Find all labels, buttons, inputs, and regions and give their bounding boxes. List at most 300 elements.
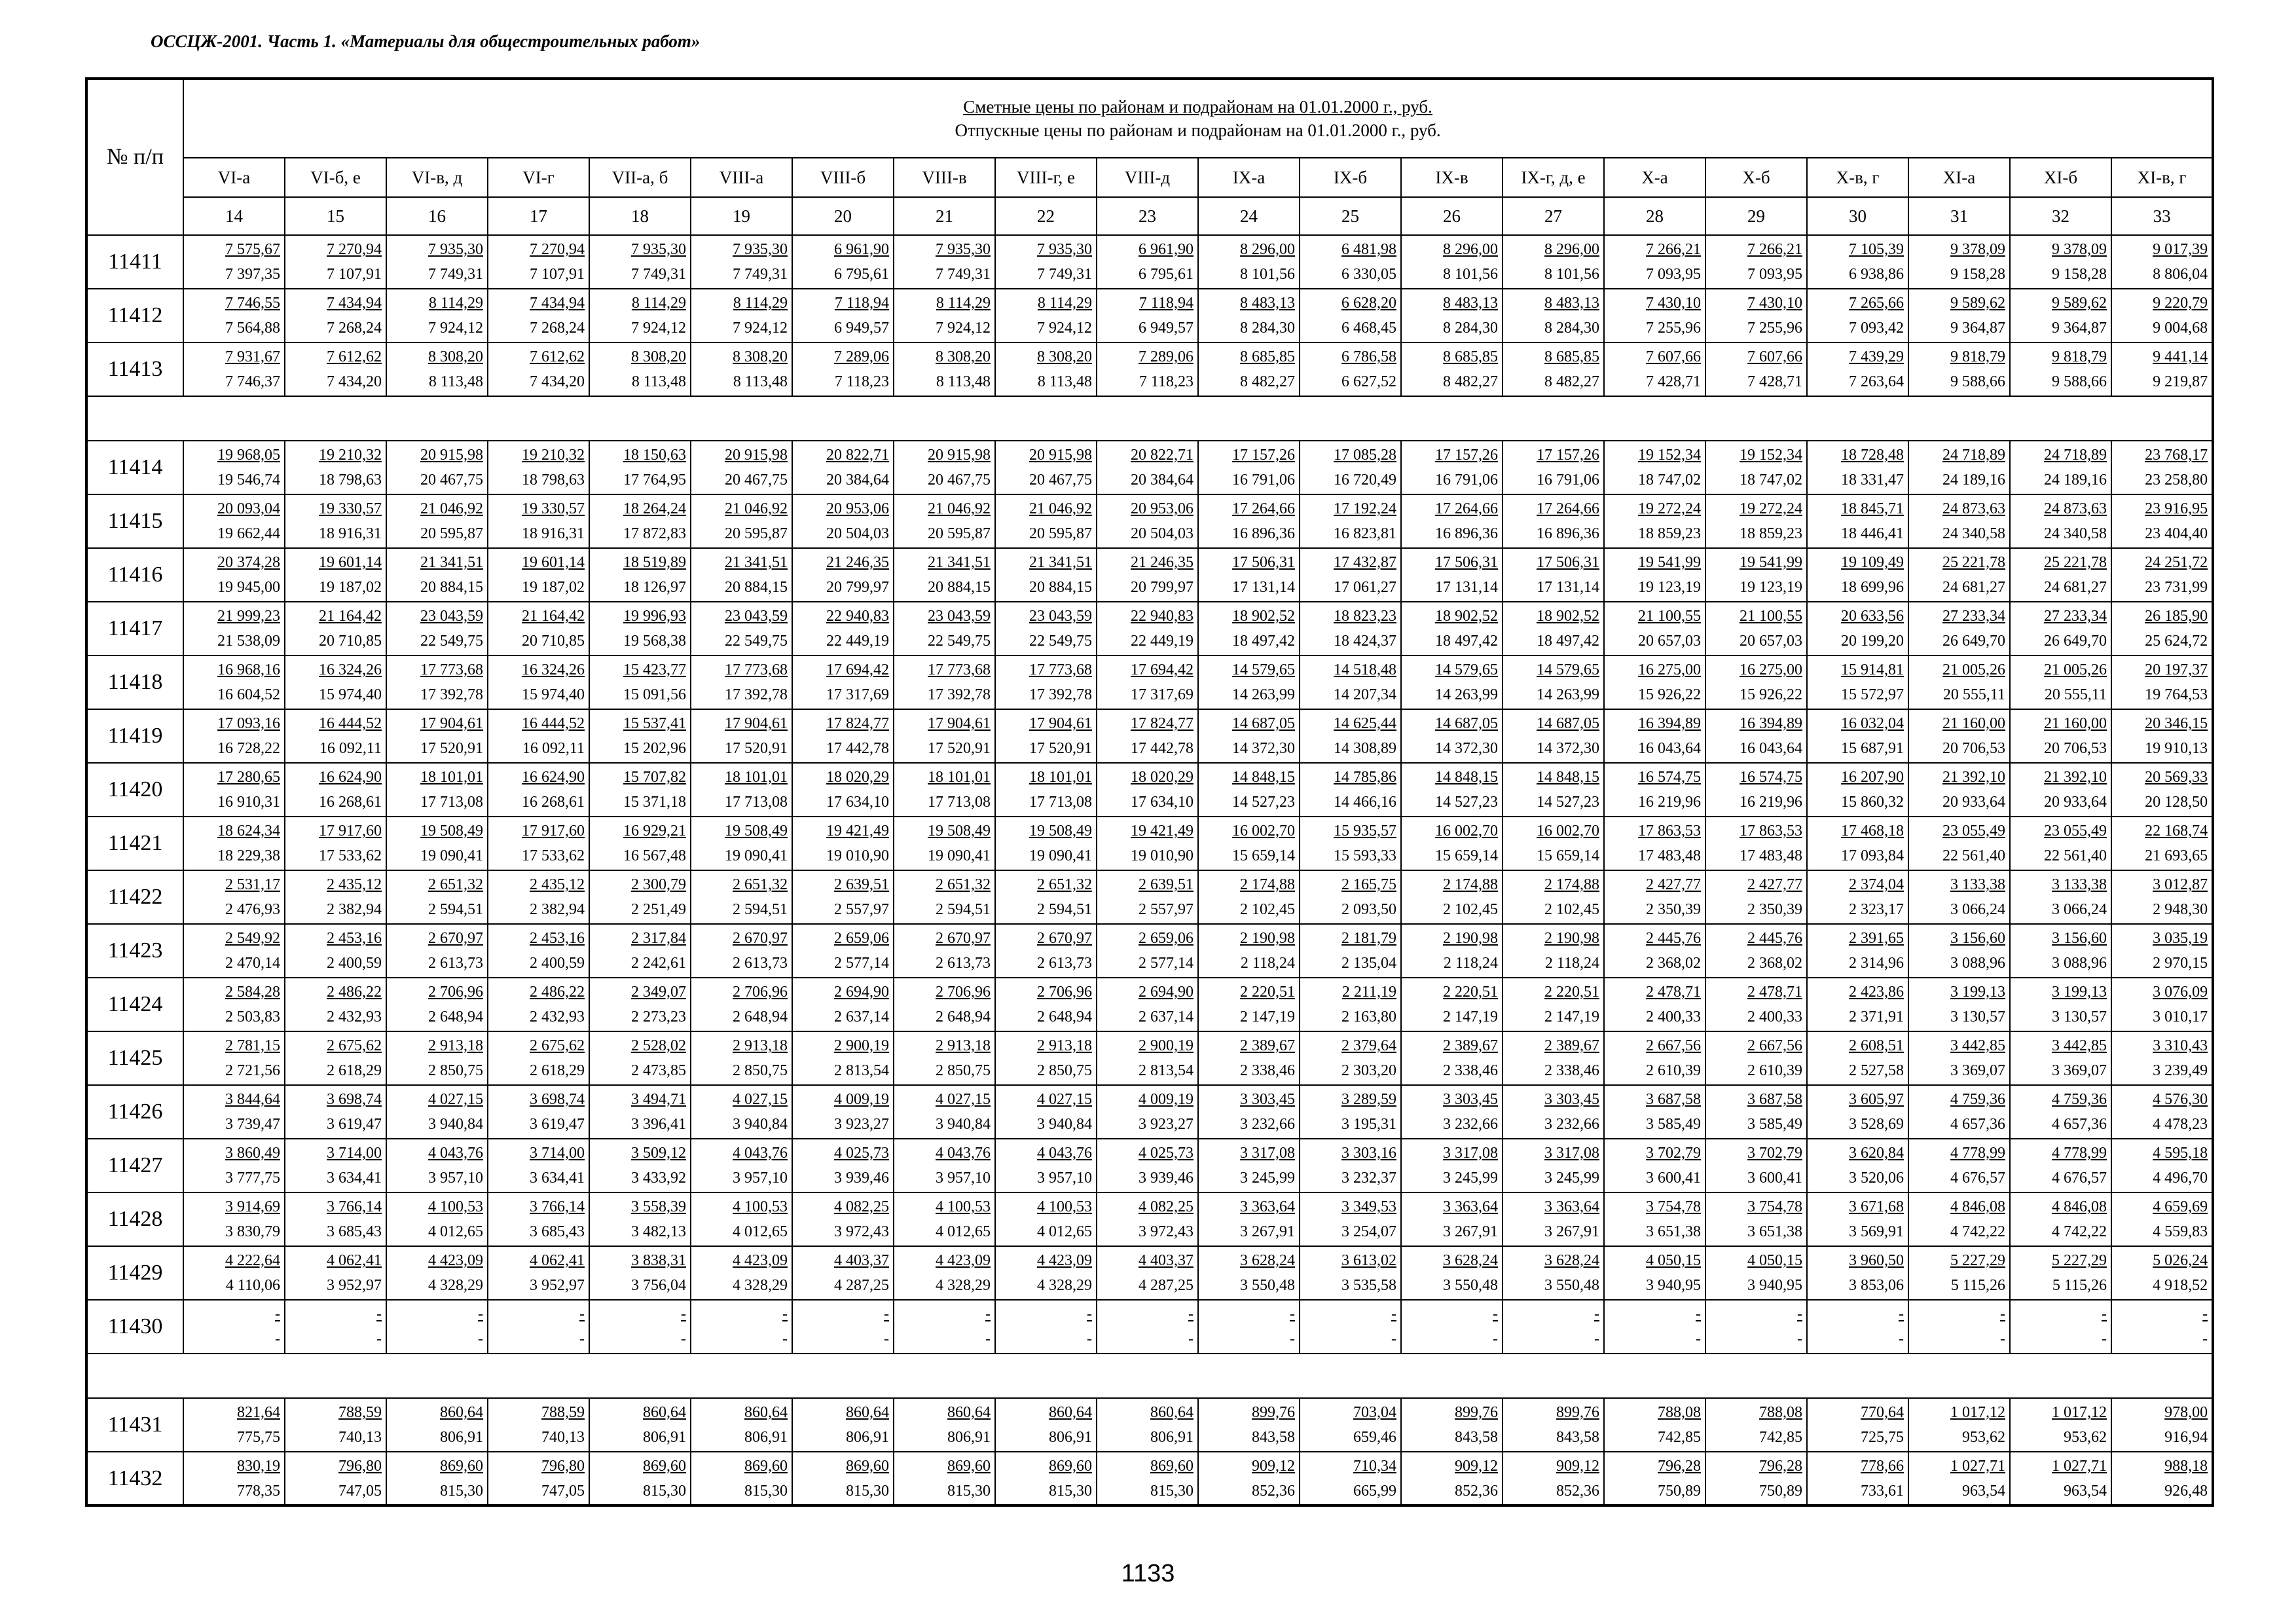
price-cell	[894, 1031, 995, 1085]
release-price: 8 284,30	[1240, 320, 1295, 337]
release-price: 25 624,72	[2145, 633, 2208, 650]
price-cell	[589, 978, 691, 1031]
price-cell	[183, 1192, 285, 1246]
price-cell	[386, 1031, 488, 1085]
estimate-price: 21 100,55	[1638, 608, 1701, 625]
estimate-price: 21 160,00	[2044, 715, 2107, 732]
release-price: 24 340,58	[2044, 525, 2107, 542]
estimate-price: 19 330,57	[522, 500, 585, 517]
estimate-price: 3 509,12	[631, 1145, 686, 1162]
price-cell	[1198, 548, 1300, 602]
estimate-price: 1 017,12	[1950, 1404, 2005, 1421]
release-price: 7 924,12	[1037, 320, 1092, 337]
release-price: 8 482,27	[1240, 373, 1295, 390]
release-price: 3 245,99	[1443, 1170, 1498, 1187]
price-cell	[386, 602, 488, 655]
estimate-price: 22 940,83	[826, 608, 889, 625]
estimate-price: 18 264,24	[623, 500, 686, 517]
price-cell	[894, 655, 995, 709]
estimate-price: 20 346,15	[2145, 715, 2208, 732]
release-price: 963,54	[2064, 1482, 2107, 1500]
price-cell	[1401, 441, 1503, 494]
price-cell	[488, 1398, 589, 1452]
price-cell	[386, 441, 488, 494]
estimate-price: 4 027,15	[1037, 1091, 1092, 1108]
estimate-price: 21 999,23	[217, 608, 280, 625]
price-cell	[792, 1246, 894, 1300]
estimate-price: 24 718,89	[1942, 447, 2005, 464]
price-cell	[691, 441, 792, 494]
price-cell	[589, 763, 691, 817]
estimate-price: 3 558,39	[631, 1198, 686, 1215]
estimate-price: 796,80	[541, 1457, 585, 1475]
estimate-price: 2 913,18	[1037, 1037, 1092, 1054]
price-cell	[285, 494, 386, 548]
release-price: 16 219,96	[1740, 794, 1802, 811]
estimate-price: 4 043,76	[733, 1145, 788, 1162]
price-cell	[488, 1031, 589, 1085]
estimate-price: 3 349,53	[1341, 1198, 1396, 1215]
release-price: 2 338,46	[1443, 1062, 1498, 1079]
price-cell	[1097, 548, 1198, 602]
estimate-price: 2 659,06	[1139, 930, 1194, 947]
column-number: 31	[1908, 197, 2010, 235]
price-cell	[183, 1031, 285, 1085]
release-price: 17 713,08	[928, 794, 991, 811]
release-price: 17 713,08	[420, 794, 483, 811]
price-cell	[1198, 763, 1300, 817]
price-cell	[1097, 763, 1198, 817]
price-cell	[1908, 342, 2010, 396]
price-cell	[995, 763, 1097, 817]
release-price: 7 093,42	[1849, 320, 1904, 337]
row-code: 11421	[86, 817, 183, 870]
estimate-price: 19 421,49	[826, 822, 889, 840]
price-cell	[894, 1139, 995, 1192]
release-price: 17 093,84	[1841, 847, 1904, 864]
estimate-price: 26 185,90	[2145, 608, 2208, 625]
estimate-price: 22 168,74	[2145, 822, 2208, 840]
estimate-price: 7 935,30	[428, 241, 483, 258]
estimate-price: 8 308,20	[733, 348, 788, 365]
price-cell	[2010, 289, 2111, 342]
table-row	[86, 289, 2213, 342]
release-price: 7 749,31	[936, 266, 991, 283]
estimate-price: 2 190,98	[1443, 930, 1498, 947]
release-price: 2 368,02	[1747, 955, 1802, 972]
estimate-price: 8 308,20	[631, 348, 686, 365]
price-cell	[285, 870, 386, 924]
release-price: 9 004,68	[2153, 320, 2208, 337]
price-cell	[1705, 870, 1807, 924]
estimate-price: 2 900,19	[834, 1037, 889, 1054]
estimate-price: 21 392,10	[1942, 769, 2005, 786]
release-price: 2 613,73	[936, 955, 991, 972]
estimate-price: 3 671,68	[1849, 1198, 1904, 1215]
price-cell	[691, 1085, 792, 1139]
estimate-price: 9 378,09	[1950, 241, 2005, 258]
release-price: 2 135,04	[1341, 955, 1396, 972]
release-price: 2 368,02	[1646, 955, 1701, 972]
price-cell	[285, 1139, 386, 1192]
price-cell	[285, 978, 386, 1031]
price-cell	[1604, 924, 1705, 978]
estimate-price: 2 190,98	[1240, 930, 1295, 947]
estimate-price: 2 706,96	[733, 984, 788, 1001]
price-cell	[995, 655, 1097, 709]
release-price: 3 756,04	[631, 1277, 686, 1294]
release-price: 4 676,57	[1950, 1170, 2005, 1187]
release-price: 852,36	[1556, 1482, 1599, 1500]
region-column-header: VI-б, е	[285, 158, 386, 197]
price-cell	[1705, 289, 1807, 342]
estimate-price: 16 002,70	[1435, 822, 1498, 840]
price-cell	[183, 342, 285, 396]
price-cell	[1300, 441, 1401, 494]
price-cell	[894, 763, 995, 817]
estimate-price: 2 651,32	[733, 876, 788, 893]
release-price: 3 923,27	[1139, 1116, 1194, 1133]
estimate-price: 4 100,53	[936, 1198, 991, 1215]
release-price: 19 568,38	[623, 633, 686, 650]
release-price: 3 195,31	[1341, 1116, 1396, 1133]
release-price: 3 777,75	[225, 1170, 280, 1187]
release-price: 15 926,22	[1638, 686, 1701, 703]
estimate-price: 3 628,24	[1240, 1252, 1295, 1269]
price-cell	[589, 1398, 691, 1452]
estimate-price: 19 330,57	[319, 500, 382, 517]
release-price: 7 118,23	[1139, 373, 1194, 390]
estimate-price: 4 659,69	[2153, 1198, 2208, 1215]
price-cell	[1401, 342, 1503, 396]
price-cell	[1705, 1031, 1807, 1085]
estimate-price: 8 296,00	[1544, 241, 1599, 258]
table-row	[86, 978, 2213, 1031]
estimate-price: 2 639,51	[1139, 876, 1194, 893]
estimate-price: 16 444,52	[319, 715, 382, 732]
price-cell	[792, 1139, 894, 1192]
price-cell	[1503, 548, 1604, 602]
estimate-price: 18 902,52	[1232, 608, 1295, 625]
price-cell	[1705, 602, 1807, 655]
price-cell	[488, 1300, 589, 1354]
price-cell	[386, 817, 488, 870]
estimate-price: 2 913,18	[733, 1037, 788, 1054]
region-column-header: VIII-б	[792, 158, 894, 197]
estimate-price: 14 848,15	[1232, 769, 1295, 786]
price-cell	[1604, 1085, 1705, 1139]
release-price: 17 392,78	[1029, 686, 1092, 703]
estimate-price: 18 020,29	[826, 769, 889, 786]
price-cell	[1300, 817, 1401, 870]
estimate-price: 7 270,94	[530, 241, 585, 258]
row-code: 11430	[86, 1300, 183, 1354]
estimate-price: -	[1188, 1306, 1194, 1323]
estimate-price: 860,64	[1049, 1404, 1092, 1421]
price-cell	[691, 924, 792, 978]
price-cell	[183, 655, 285, 709]
price-cell	[1300, 342, 1401, 396]
price-cell	[488, 978, 589, 1031]
price-cell	[691, 817, 792, 870]
release-price: 3 585,49	[1646, 1116, 1701, 1133]
estimate-price: 6 786,58	[1341, 348, 1396, 365]
release-price: 659,46	[1353, 1429, 1396, 1446]
price-cell	[1300, 548, 1401, 602]
release-price: 3 232,66	[1443, 1116, 1498, 1133]
release-price: 4 918,52	[2153, 1277, 2208, 1294]
release-price: 17 442,78	[1131, 740, 1194, 757]
price-cell	[1604, 1246, 1705, 1300]
estimate-price: 14 579,65	[1232, 661, 1295, 678]
table-row	[86, 870, 2213, 924]
estimate-price: 7 434,94	[530, 295, 585, 312]
price-cell	[1604, 342, 1705, 396]
release-price: 3 396,41	[631, 1116, 686, 1133]
estimate-price: 20 953,06	[1131, 500, 1194, 517]
estimate-price: 2 549,92	[225, 930, 280, 947]
region-column-header: VI-а	[183, 158, 285, 197]
region-column-header: VIII-д	[1097, 158, 1198, 197]
price-cell	[386, 1192, 488, 1246]
estimate-price: 18 823,23	[1334, 608, 1396, 625]
price-cell	[894, 870, 995, 924]
release-price: 9 158,28	[2052, 266, 2107, 283]
release-price: 16 219,96	[1638, 794, 1701, 811]
estimate-price: 17 506,31	[1435, 554, 1498, 571]
estimate-price: 3 838,31	[631, 1252, 686, 1269]
release-price: 3 369,07	[1950, 1062, 2005, 1079]
release-price: 20 128,50	[2145, 794, 2208, 811]
release-price: 14 263,99	[1537, 686, 1599, 703]
release-price: 5 115,26	[2052, 1277, 2107, 1294]
estimate-price: 788,59	[338, 1404, 382, 1421]
price-cell	[1503, 342, 1604, 396]
price-cell	[1503, 441, 1604, 494]
release-price: 4 328,29	[428, 1277, 483, 1294]
price-cell	[2111, 1300, 2213, 1354]
price-cell	[995, 870, 1097, 924]
release-price: 4 012,65	[733, 1223, 788, 1240]
price-cell	[589, 817, 691, 870]
price-cell	[2010, 870, 2111, 924]
release-price: 3 267,91	[1240, 1223, 1295, 1240]
estimate-price: 3 303,45	[1240, 1091, 1295, 1108]
release-price: 2 613,73	[733, 955, 788, 972]
release-price: 22 549,75	[725, 633, 788, 650]
release-price: 23 731,99	[2145, 579, 2208, 596]
estimate-price: 21 046,92	[1029, 500, 1092, 517]
price-cell	[1908, 494, 2010, 548]
estimate-price: 2 900,19	[1139, 1037, 1194, 1054]
release-price: 24 189,16	[1942, 471, 2005, 489]
price-cell	[792, 655, 894, 709]
price-cell	[1097, 494, 1198, 548]
region-column-header: IX-а	[1198, 158, 1300, 197]
release-price: 20 933,64	[1942, 794, 2005, 811]
release-price: 2 610,39	[1747, 1062, 1802, 1079]
estimate-price: 2 174,88	[1240, 876, 1295, 893]
table-row	[86, 1246, 2213, 1300]
release-price: 21 538,09	[217, 633, 280, 650]
price-cell	[1401, 924, 1503, 978]
price-cell	[1401, 1192, 1503, 1246]
price-cell	[1300, 1085, 1401, 1139]
estimate-price: 2 670,97	[936, 930, 991, 947]
price-cell	[1401, 1085, 1503, 1139]
region-column-header: X-в, г	[1807, 158, 1908, 197]
release-price: 17 533,62	[522, 847, 585, 864]
estimate-price: 7 935,30	[936, 241, 991, 258]
release-price: 2 350,39	[1747, 901, 1802, 918]
estimate-price: 20 093,04	[217, 500, 280, 517]
table-row	[86, 817, 2213, 870]
release-price: 2 850,75	[1037, 1062, 1092, 1079]
release-price: 19 010,90	[1131, 847, 1194, 864]
estimate-price: 17 694,42	[826, 661, 889, 678]
release-price: 725,75	[1861, 1429, 1904, 1446]
release-price: 7 255,96	[1646, 320, 1701, 337]
price-cell	[1401, 1452, 1503, 1505]
estimate-price: 860,64	[846, 1404, 889, 1421]
price-cell	[995, 289, 1097, 342]
estimate-price: 2 423,86	[1849, 984, 1904, 1001]
price-cell	[386, 235, 488, 289]
price-cell	[995, 602, 1097, 655]
estimate-price: 3 960,50	[1849, 1252, 1904, 1269]
release-price: 2 382,94	[530, 901, 585, 918]
release-price: 7 924,12	[631, 320, 686, 337]
estimate-price: 2 528,02	[631, 1037, 686, 1054]
price-cell	[894, 602, 995, 655]
price-cell	[1807, 1452, 1908, 1505]
price-cell	[1908, 763, 2010, 817]
price-cell	[1401, 602, 1503, 655]
estimate-price: 2 391,65	[1849, 930, 1904, 947]
estimate-price: -	[1290, 1306, 1295, 1323]
estimate-price: 17 773,68	[928, 661, 991, 678]
estimate-price: 24 873,63	[1942, 500, 2005, 517]
estimate-price: 4 062,41	[530, 1252, 585, 1269]
estimate-price: 860,64	[440, 1404, 483, 1421]
price-cell	[1401, 655, 1503, 709]
estimate-price: 5 227,29	[2052, 1252, 2107, 1269]
release-price: 16 791,06	[1537, 471, 1599, 489]
price-cell	[792, 1031, 894, 1085]
release-price: 8 101,56	[1443, 266, 1498, 283]
price-cell	[285, 1452, 386, 1505]
estimate-price: -	[1493, 1306, 1498, 1323]
table-row	[86, 1031, 2213, 1085]
release-price: 4 110,06	[225, 1277, 280, 1294]
release-price: 3 685,43	[530, 1223, 585, 1240]
release-price: 2 594,51	[1037, 901, 1092, 918]
estimate-price: 3 156,60	[2052, 930, 2107, 947]
column-number: 22	[995, 197, 1097, 235]
estimate-price: 18 845,71	[1841, 500, 1904, 517]
estimate-price: 17 157,26	[1435, 447, 1498, 464]
estimate-price: 19 601,14	[319, 554, 382, 571]
estimate-price: 8 308,20	[1037, 348, 1092, 365]
release-price: 2 648,94	[428, 1008, 483, 1025]
price-cell	[894, 548, 995, 602]
estimate-price: 4 062,41	[327, 1252, 382, 1269]
estimate-price: 796,28	[1658, 1457, 1701, 1475]
column-number: 17	[488, 197, 589, 235]
release-price: 19 123,19	[1638, 579, 1701, 596]
price-cell	[792, 548, 894, 602]
release-price: 15 371,18	[623, 794, 686, 811]
estimate-price: -	[376, 1306, 382, 1323]
estimate-price: 7 430,10	[1646, 295, 1701, 312]
estimate-price: 869,60	[1150, 1457, 1194, 1475]
release-price: 3 585,49	[1747, 1116, 1802, 1133]
price-cell	[1097, 1085, 1198, 1139]
release-price: 16 268,61	[522, 794, 585, 811]
release-price: 26 649,70	[1942, 633, 2005, 650]
price-cell	[894, 817, 995, 870]
page-header: ОССЦЖ-2001. Часть 1. «Материалы для общестроительных работ»	[151, 31, 701, 51]
price-cell	[691, 548, 792, 602]
estimate-price: 14 848,15	[1435, 769, 1498, 786]
price-cell	[1908, 1246, 2010, 1300]
estimate-price: 23 055,49	[1942, 822, 2005, 840]
release-price: 18 859,23	[1740, 525, 1802, 542]
release-price: 3 952,97	[530, 1277, 585, 1294]
price-cell	[1807, 342, 1908, 396]
release-price: 20 657,03	[1740, 633, 1802, 650]
release-price: 2 473,85	[631, 1062, 686, 1079]
price-cell	[2010, 1139, 2111, 1192]
release-price: 6 468,45	[1341, 320, 1396, 337]
separator-row	[86, 1354, 2213, 1398]
estimate-price: 4 100,53	[428, 1198, 483, 1215]
release-price: 2 503,83	[225, 1008, 280, 1025]
estimate-price: 2 651,32	[1037, 876, 1092, 893]
price-cell	[1198, 924, 1300, 978]
release-price: 3 952,97	[327, 1277, 382, 1294]
release-price: 16 896,36	[1537, 525, 1599, 542]
release-price: 14 207,34	[1334, 686, 1396, 703]
row-code: 11424	[86, 978, 183, 1031]
price-cell	[1198, 978, 1300, 1031]
release-price: 2 400,59	[530, 955, 585, 972]
estimate-price: 21 341,51	[420, 554, 483, 571]
price-cell	[995, 1452, 1097, 1505]
release-price: 19 546,74	[217, 471, 280, 489]
estimate-price: 796,28	[1759, 1457, 1802, 1475]
release-price: 18 497,42	[1537, 633, 1599, 650]
estimate-price: 15 914,81	[1841, 661, 1904, 678]
release-price: 8 482,27	[1544, 373, 1599, 390]
price-cell	[1807, 1031, 1908, 1085]
price-cell	[995, 1139, 1097, 1192]
estimate-price: 2 389,67	[1443, 1037, 1498, 1054]
release-price: 806,91	[846, 1429, 889, 1446]
estimate-price: 860,64	[947, 1404, 991, 1421]
column-number: 28	[1604, 197, 1705, 235]
estimate-price: 830,19	[237, 1457, 280, 1475]
release-price: 7 428,71	[1747, 373, 1802, 390]
price-cell	[386, 763, 488, 817]
estimate-price: 2 639,51	[834, 876, 889, 893]
estimate-price: 7 118,94	[1139, 295, 1194, 312]
price-cell	[1503, 1246, 1604, 1300]
table-row	[86, 1139, 2213, 1192]
price-cell	[2010, 817, 2111, 870]
release-price: 14 527,23	[1232, 794, 1295, 811]
estimate-price: 3 035,19	[2153, 930, 2208, 947]
